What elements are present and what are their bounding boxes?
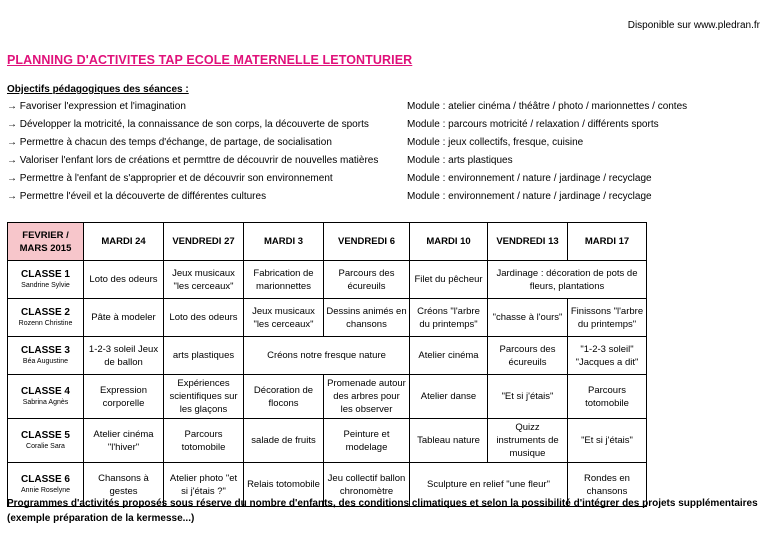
table-header-row <box>8 223 647 261</box>
activity-cell: Atelier cinéma "l'hiver" <box>84 419 164 463</box>
activity-cell: Chansons à gestes <box>84 463 164 507</box>
teacher-names: Sandrine Sylvie <box>21 281 70 289</box>
teacher-names: Coralie Sara <box>26 442 65 450</box>
activity-cell: Jeux musicaux "les cerceaux" <box>164 261 244 299</box>
teacher-names: Annie Roselyne <box>20 486 71 494</box>
activity-cell: "1-2-3 soleil" "Jacques a dit" <box>568 337 647 375</box>
day-header: VENDREDI 6 <box>324 223 410 261</box>
class-name: CLASSE 2 <box>21 306 70 318</box>
objective-row <box>7 119 767 133</box>
objective-row <box>7 173 767 187</box>
teacher-names: Béa Augustine <box>22 357 69 365</box>
teacher-names: Rozenn Christine <box>18 319 73 327</box>
class-name: CLASSE 5 <box>21 429 70 441</box>
teacher-names: Sabrina Agnès <box>22 398 69 406</box>
activity-cell: Jeux musicaux "les cerceaux" <box>244 299 324 337</box>
class-cell <box>8 375 84 419</box>
class-cell <box>8 419 84 463</box>
day-header: VENDREDI 27 <box>164 223 244 261</box>
objective-goal: → Favoriser l'expression et l'imagination <box>7 101 186 112</box>
class-name: CLASSE 6 <box>21 473 70 485</box>
objective-goal: → Développer la motricité, la connaissance de son corps, la découverte de sports <box>7 119 369 130</box>
activity-cell: Parcours totomobile <box>164 419 244 463</box>
objective-goal: → Permettre à chacun des temps d'échange, de partage, de socialisation <box>7 137 332 148</box>
day-header: MARDI 10 <box>410 223 488 261</box>
activity-cell: Loto des odeurs <box>164 299 244 337</box>
activity-cell: "Et si j'étais" <box>488 375 568 419</box>
activity-cell: arts plastiques <box>164 337 244 375</box>
class-cell <box>8 261 84 299</box>
table-row <box>8 419 647 463</box>
activity-cell: Créons "l'arbre du printemps" <box>410 299 488 337</box>
activity-cell: salade de fruits <box>244 419 324 463</box>
objective-goal: → Permettre à l'enfant de s'approprier et de découvrir son environnement <box>7 173 333 184</box>
objective-module: Module : environnement / nature / jardinage / recyclage <box>407 173 652 184</box>
activity-cell: Parcours des écureuils <box>324 261 410 299</box>
activity-cell: Fabrication de marionnettes <box>244 261 324 299</box>
objective-goal: → Valoriser l'enfant lors de créations et permttre de découvrir de nouvelles matières <box>7 155 379 166</box>
objective-module: Module : parcours motricité / relaxation / différents sports <box>407 119 659 130</box>
class-name: CLASSE 4 <box>21 385 70 397</box>
period-cell: FEVRIER / MARS 2015 <box>8 223 84 261</box>
activity-cell: Sculpture en relief "une fleur" <box>410 463 568 507</box>
activity-cell: Jeu collectif ballon chronomètre <box>324 463 410 507</box>
class-name: CLASSE 1 <box>21 268 70 280</box>
objective-module: Module : arts plastiques <box>407 155 513 166</box>
activity-cell: Relais totomobile <box>244 463 324 507</box>
activity-cell: Peinture et modelage <box>324 419 410 463</box>
activity-cell: Filet du pêcheur <box>410 261 488 299</box>
objective-module: Module : environnement / nature / jardinage / recyclage <box>407 191 652 202</box>
class-cell <box>8 337 84 375</box>
day-header: VENDREDI 13 <box>488 223 568 261</box>
table-row <box>8 299 647 337</box>
activity-cell: Rondes en chansons <box>568 463 647 507</box>
activity-cell: Parcours des écureuils <box>488 337 568 375</box>
objective-module: Module : jeux collectifs, fresque, cuisine <box>407 137 584 148</box>
activity-cell: Pâte à modeler <box>84 299 164 337</box>
activity-cell: Tableau nature <box>410 419 488 463</box>
table-row <box>8 375 647 419</box>
activity-cell: Promenade autour des arbres pour les observer <box>324 375 410 419</box>
class-name: CLASSE 3 <box>21 344 70 356</box>
activity-cell: Parcours totomobile <box>568 375 647 419</box>
activity-cell: Atelier cinéma <box>410 337 488 375</box>
activity-cell: Atelier danse <box>410 375 488 419</box>
footnote: Programmes d'activités proposés sous réserve du nombre d'enfants, des conditions climatiques et selon la possibilité d'intégrer des projets supplémentaires (exemple préparation de la kermesse...) <box>7 498 758 524</box>
activity-cell: Quizz instruments de musique <box>488 419 568 463</box>
objective-row <box>7 137 767 151</box>
activity-cell: Créons notre fresque nature <box>244 337 410 375</box>
activity-cell: Loto des odeurs <box>84 261 164 299</box>
activity-cell: "Et si j'étais" <box>568 419 647 463</box>
table-row <box>8 261 647 299</box>
objectives-heading: Objectifs pédagogiques des séances : <box>7 84 189 95</box>
objective-goal: → Permettre l'éveil et la découverte de différentes cultures <box>7 191 267 202</box>
objective-row <box>7 155 767 169</box>
activity-cell: Expériences scientifiques sur les glaçons <box>164 375 244 419</box>
activity-cell: "chasse à l'ours" <box>488 299 568 337</box>
source-note: Disponible sur www.pledran.fr <box>627 20 760 31</box>
day-header: MARDI 24 <box>84 223 164 261</box>
activity-cell: Décoration de flocons <box>244 375 324 419</box>
activity-cell: Expression corporelle <box>84 375 164 419</box>
objective-row <box>7 101 767 115</box>
day-header: MARDI 17 <box>568 223 647 261</box>
day-header: MARDI 3 <box>244 223 324 261</box>
activity-cell: 1-2-3 soleil Jeux de ballon <box>84 337 164 375</box>
objective-module: Module : atelier cinéma / théâtre / photo / marionnettes / contes <box>407 101 688 112</box>
activity-cell: Dessins animés en chansons <box>324 299 410 337</box>
table-row <box>8 337 647 375</box>
activity-cell: Finissons "l'arbre du printemps" <box>568 299 647 337</box>
class-cell <box>8 299 84 337</box>
planning-table <box>7 222 647 507</box>
activity-cell: Atelier photo "et si j'étais ?" <box>164 463 244 507</box>
activity-cell: Jardinage : décoration de pots de fleurs, plantations <box>488 261 647 299</box>
page-title: PLANNING D'ACTIVITES TAP ECOLE MATERNELLE LETONTURIER <box>7 53 413 67</box>
objective-row <box>7 191 767 205</box>
